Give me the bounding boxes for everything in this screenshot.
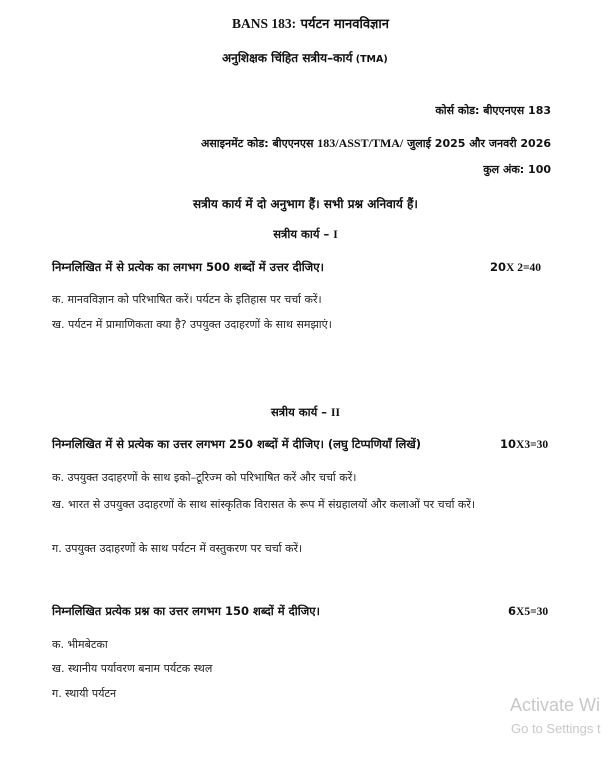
section-3-marks-count: 6 bbox=[508, 604, 517, 618]
section-2-item-a: क. उपयुक्त उदाहरणों के साथ इको–टूरिज्म को परिभाषित करें और चर्चा करें। bbox=[52, 471, 357, 484]
activation-watermark-subtitle: Go to Settings t bbox=[511, 721, 601, 736]
document-subtitle bbox=[222, 49, 388, 66]
course-code-title: BANS 183: bbox=[232, 16, 297, 31]
section-1-marks-calc: X 2=40 bbox=[506, 262, 541, 274]
section-3-question-head: निम्नलिखित प्रत्येक प्रश्न का उत्तर लगभग 150 शब्दों में दीजिए। bbox=[52, 604, 320, 618]
section-2-marks-calc: X3=30 bbox=[516, 439, 549, 451]
instructions: सत्रीय कार्य में दो अनुभाग हैं। सभी प्रश्न अनिवार्य हैं। bbox=[193, 197, 418, 211]
assignment-code bbox=[201, 136, 551, 151]
section-1-item-b: ख. पर्यटन में प्रामाणिकता क्या है? उपयुक्त उदाहरणों के साथ समझाएं। bbox=[52, 318, 332, 331]
section-1-heading-num: I bbox=[333, 229, 338, 241]
assignment-code-label: असाइनमेंट कोड: बीएएनएस bbox=[200, 137, 318, 150]
section-1-item-a: क. मानवविज्ञान को परिभाषित करें। पर्यटन के इतिहास पर चर्चा करें। bbox=[52, 293, 322, 306]
section-2-question-head: निम्नलिखित में से प्रत्येक का उत्तर लगभग 250 शब्दों में दीजिए। (लघु टिप्पणियाँ लिखें) bbox=[52, 437, 422, 451]
subtitle-text: अनुशिक्षक चिंहित सत्रीय–कार्य bbox=[222, 51, 353, 65]
section-2-heading-text: सत्रीय कार्य – bbox=[271, 405, 332, 419]
section-2-marks bbox=[500, 437, 548, 451]
section-3-item-c: ग. स्थायी पर्यटन bbox=[52, 687, 117, 700]
section-3-marks-calc: X5=30 bbox=[516, 606, 549, 618]
total-marks: कुल अंक: 100 bbox=[483, 163, 551, 176]
section-2-heading bbox=[0, 405, 611, 420]
section-2-item-c: ग. उपयुक्त उदाहरणों के साथ पर्यटन में वस्तुकरण पर चर्चा करें। bbox=[52, 542, 303, 555]
subtitle-tag: (TMA) bbox=[352, 54, 388, 65]
section-3-marks bbox=[508, 604, 548, 618]
section-1-marks-count: 20 bbox=[490, 260, 507, 274]
assignment-session: जुलाई 2025 और जनवरी 2026 bbox=[403, 137, 551, 150]
course-name-title: पर्यटन मानवविज्ञान bbox=[296, 17, 389, 32]
section-3-item-b: ख. स्थानीय पर्यावरण बनाम पर्यटक स्थल bbox=[52, 662, 213, 675]
section-2-item-b: ख. भारत से उपयुक्त उदाहरणों के साथ सांस्कृतिक विरासत के रूप में संग्रहालयों और कलाओं पर चर्चा करें। bbox=[52, 498, 476, 511]
document-title bbox=[232, 14, 389, 32]
section-2-marks-count: 10 bbox=[500, 437, 517, 451]
section-1-heading-text: सत्रीय कार्य – bbox=[273, 227, 334, 241]
section-1-heading bbox=[0, 227, 611, 242]
section-2-heading-num: II bbox=[331, 407, 340, 419]
assignment-code-value: 183/ASST/TMA/ bbox=[317, 136, 404, 150]
activation-watermark-title: Activate Wi bbox=[510, 695, 601, 715]
section-1-marks bbox=[490, 260, 541, 274]
section-3-item-a: क. भीमबेटका bbox=[52, 638, 108, 651]
section-1-question-head: निम्नलिखित में से प्रत्येक का लगभग 500 शब्दों में उत्तर दीजिए। bbox=[52, 260, 324, 274]
course-code: कोर्स कोड: बीएएनएस 183 bbox=[435, 104, 551, 117]
